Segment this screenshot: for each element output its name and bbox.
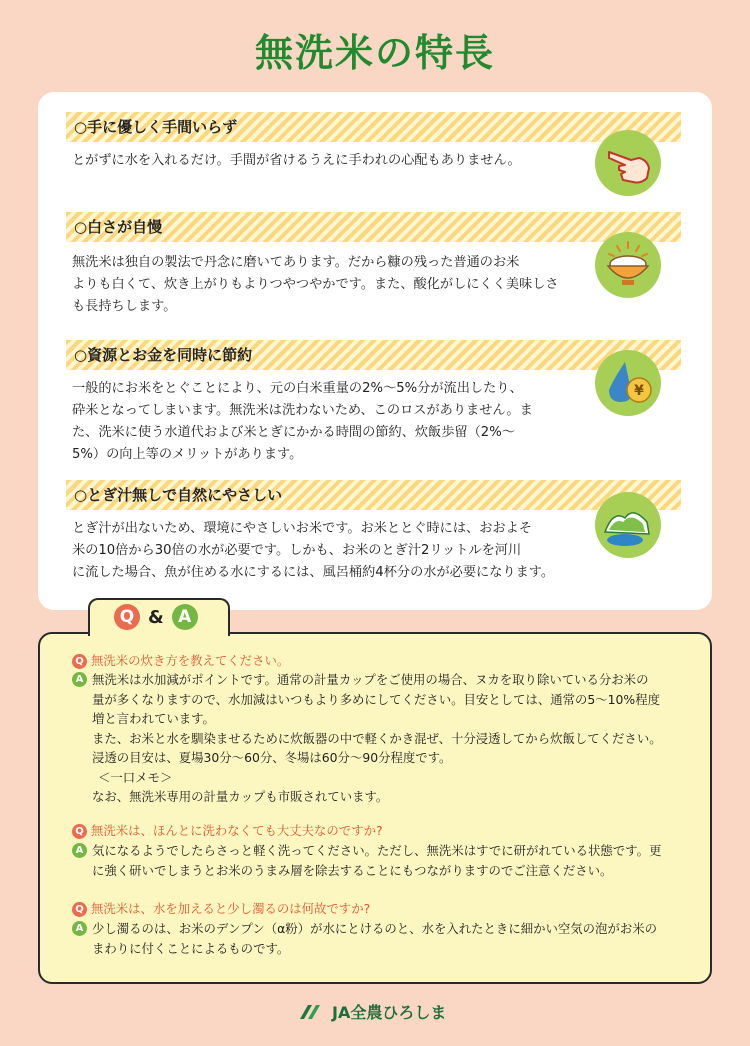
body-line: 無洗米は独自の製法で丹念に磨いてあります。だから糠の残った普通のお米 <box>72 255 520 270</box>
answer-line: 気になるようでしたらさっと軽く洗ってください。ただし、無洗米はすでに研がれている状態です。更 <box>92 843 662 858</box>
nature-hills-lake-icon <box>595 492 661 558</box>
ja-mark-icon <box>296 1001 326 1023</box>
features-card <box>38 92 712 610</box>
body-line: 砕米となってしまいます。無洗米は洗わないため、このロスがありません。ま <box>72 403 533 418</box>
answer-1 <box>72 670 692 810</box>
pointing-hand-icon <box>595 130 661 196</box>
answer-line: に強く研いでしまうとお米のうまみ層を除去することにもつながりますのでご注意ください。 <box>92 862 613 878</box>
answer-line: ＜一口メモ＞ <box>98 769 173 785</box>
section-body-nature <box>72 518 592 584</box>
answer-2 <box>72 841 692 881</box>
yen-symbol: ¥ <box>634 383 644 399</box>
question-1 <box>72 652 289 670</box>
rice-bowl-icon <box>595 232 661 298</box>
qa-tab-label <box>114 604 198 630</box>
water-drop-yen-icon <box>595 350 661 416</box>
a-badge: A <box>172 604 198 630</box>
a-mark: A <box>72 672 87 687</box>
question-3 <box>72 900 370 918</box>
answer-line: 増と言われています。 <box>92 711 215 726</box>
ja-logo <box>296 1000 446 1023</box>
section-body-easy <box>72 150 592 172</box>
page-title: 無洗米の特長 <box>254 31 495 75</box>
section-body-save <box>72 378 592 466</box>
ampersand: & <box>148 606 164 628</box>
section-heading-easy: ○手に優しく手間いらず <box>66 112 681 142</box>
a-mark: A <box>72 843 87 858</box>
body-line: よりも白くて、炊き上がりもよりつやつやかです。また、酸化がしにくく美味しさ <box>72 277 559 292</box>
question-text: 無洗米の炊き方を教えてください。 <box>91 653 290 668</box>
q-mark: Q <box>72 824 87 839</box>
answer-line: 少し濁るのは、お米のデンプン（α粉）が水にとけるのと、水を入れたときに細かい空気の泡がお米の <box>92 921 658 936</box>
answer-line: まわりに付くことによるものです。 <box>92 940 290 956</box>
body-line: とぎ汁が出ないため、環境にやさしいお米です。お米ととぐ時には、おおよそ <box>72 521 532 536</box>
answer-line: 浸透の目安は、夏場30分～60分、冬場は60分～90分程度です。 <box>92 750 452 765</box>
q-mark: Q <box>72 902 87 917</box>
body-line: とがずに水を入れるだけ。手間が省けるうえに手われの心配もありません。 <box>72 153 521 168</box>
question-text: 無洗米は、ほんとに洗わなくても大丈夫なのですか? <box>91 823 383 838</box>
body-line: 一般的にお米をとぐことにより、元の白米重量の2%～5%分が流出したり、 <box>72 381 523 396</box>
answer-line: 無洗米は水加減がポイントです。通常の計量カップをご使用の場合、ヌカを取り除いている分お米の <box>92 672 649 687</box>
a-mark: A <box>72 921 87 936</box>
answer-line: 量が多くなりますので、水加減はいつもより多めにしてください。目安としては、通常の5～10%程度 <box>92 691 660 707</box>
body-line: も長持ちします。 <box>72 299 177 314</box>
question-2 <box>72 822 383 840</box>
body-line: に流した場合、魚が住める水にするには、風呂桶約4杯分の水が必要になります。 <box>72 565 555 580</box>
brand-name: JA全農ひろしま <box>332 1003 447 1022</box>
answer-line: また、お米と水を馴染ませるために炊飯器の中で軽くかき混ぜ、十分浸透してから炊飯してください。 <box>92 730 662 746</box>
body-line: 5%）の向上等のメリットがあります。 <box>72 447 303 462</box>
q-mark: Q <box>72 654 87 669</box>
body-line: 米の10倍から30倍の水が必要です。しかも、お米のとぎ汁2リットルを河川 <box>72 543 522 558</box>
section-body-white <box>72 252 592 318</box>
answer-3 <box>72 919 692 959</box>
answer-line: なお、無洗米専用の計量カップも市販されています。 <box>92 789 389 804</box>
q-badge: Q <box>114 604 140 630</box>
section-heading-save: ○資源とお金を同時に節約 <box>66 340 681 370</box>
question-text: 無洗米は、水を加えると少し濁るのは何故ですか? <box>91 901 371 916</box>
section-heading-white: ○白さが自慢 <box>66 212 681 242</box>
body-line: た、洗米に使う水道代および米とぎにかかる時間の節約、炊飯歩留（2%～ <box>72 425 515 440</box>
section-heading-nature: ○とぎ汁無しで自然にやさしい <box>66 480 681 510</box>
